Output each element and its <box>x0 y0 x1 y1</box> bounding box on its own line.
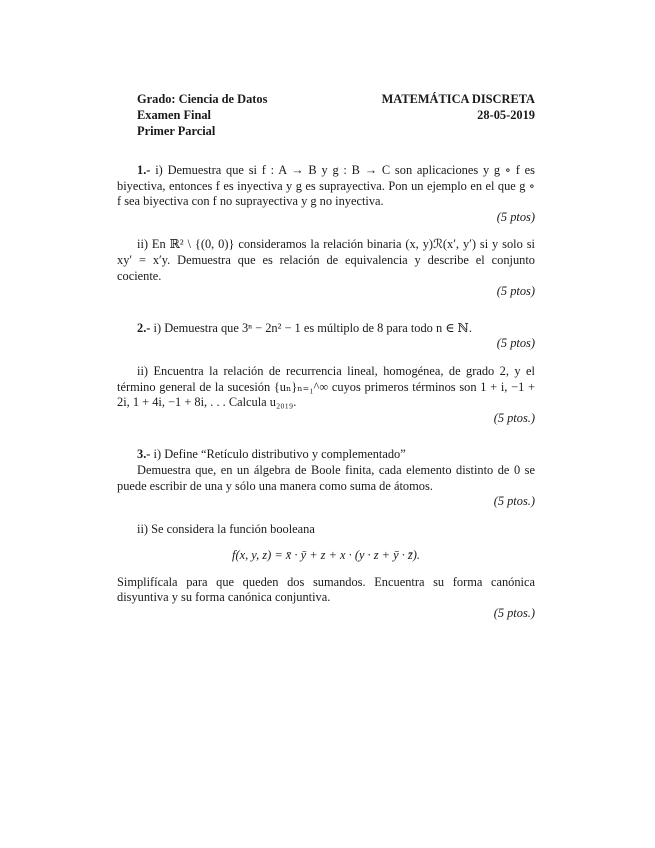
q2-points-i: (5 ptos) <box>496 336 535 351</box>
q3-part-i <box>117 447 535 463</box>
q2-number: 2.- <box>137 320 151 335</box>
header-left <box>137 91 267 139</box>
q1-part-i <box>117 163 535 210</box>
boolean-function-formula: f(x, y, z) = x̄ · ȳ + z + x · (y · z + ȳ · z̄). <box>232 548 420 563</box>
q3-part-i-text: i) Define “Retículo distributivo y complementado” <box>153 447 406 462</box>
q1-points-i: (5 ptos) <box>496 209 535 224</box>
exam-header <box>137 91 535 139</box>
subject-title: MATEMÁTICA DISCRETA <box>381 92 535 106</box>
header-right <box>382 91 535 139</box>
q1-points-ii: (5 ptos) <box>496 284 535 299</box>
q3-points-ii: (5 ptos.) <box>493 606 535 621</box>
q2-part-i-text: i) Demuestra que 3ⁿ − 2n² − 1 es múltiplo de 8 para todo n ∈ ℕ. <box>153 320 472 335</box>
partial-label: Primer Parcial <box>137 124 216 138</box>
q2-part-i <box>117 321 535 337</box>
q1-number: 1.- <box>137 163 151 177</box>
q1-part-i-text: i) Demuestra que si f : A → B y g : B → C son aplicaciones y g ∘ f es biyectiva, entonces f es inyectiva y g es suprayectiva. Pon un ejemplo en el que g ∘ f sea biyectiva con f no suprayectiva y g no inyectiva. <box>117 163 536 209</box>
q3-points-i: (5 ptos.) <box>493 494 535 509</box>
q1-part-ii: ii) En ℝ² \ {(0, 0)} consideramos la relación binaria (x, y)ℛ(x′, y′) si y solo si xy′ = x′y. Demuestra que es relación de equivalencia y describe el conjunto cociente. <box>117 237 535 283</box>
q3-part-ii-text: Simplifícala para que queden dos sumandos. Encuentra su forma canónica disyuntiva y su forma canónica conjuntiva. <box>117 574 535 605</box>
q2-part-ii: ii) Encuentra la relación de recurrencia lineal, homogénea, de grado 2, y el término general de la sucesión {uₙ}ₙ₌₁^∞ cuyos primeros términos son 1 + i, −1 + 2i, 1 + 4i, −1 + 8i, . . . Calcula u₂₀₁₉. <box>117 363 535 410</box>
q2-points-ii: (5 ptos.) <box>493 410 535 425</box>
q3-number: 3.- <box>137 447 151 462</box>
degree-label: Grado: Ciencia de Datos <box>137 92 268 106</box>
exam-date: 28-05-2019 <box>477 108 535 122</box>
q3-part-ii-intro: ii) Se considera la función booleana <box>137 521 315 536</box>
exam-page <box>117 91 535 622</box>
exam-type-label: Examen Final <box>137 108 212 122</box>
q3-part-i-statement: Demuestra que, en un álgebra de Boole finita, cada elemento distinto de 0 se puede escribir de una y sólo una manera como suma de átomos. <box>117 462 535 493</box>
